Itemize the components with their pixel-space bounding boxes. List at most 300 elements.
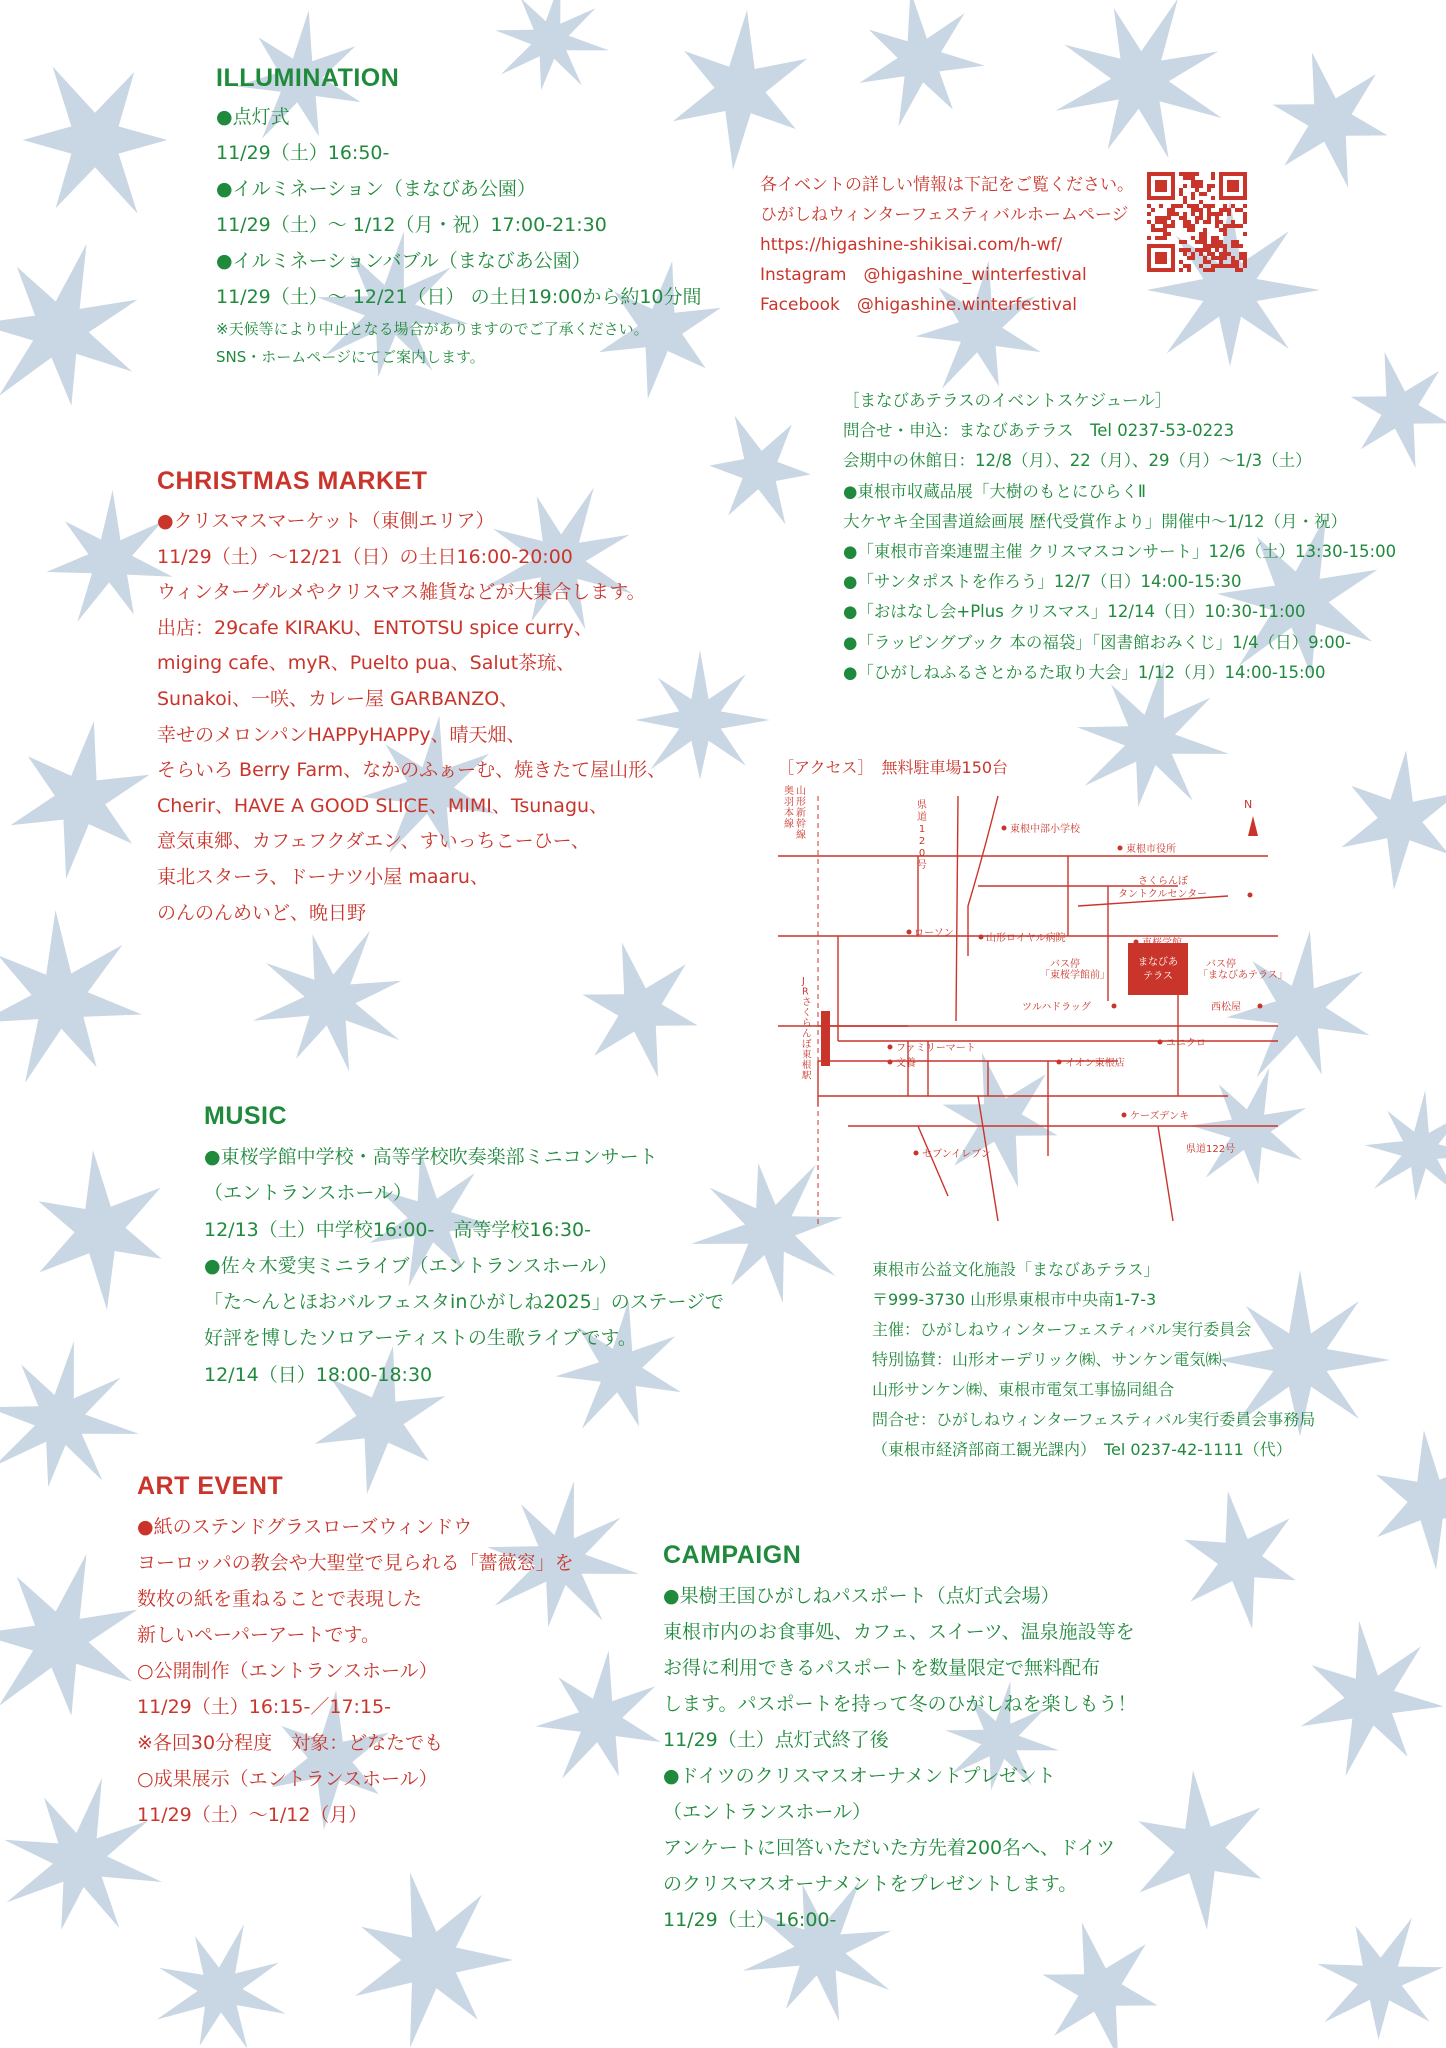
qr-module [1207,252,1211,256]
music-line: （エントランスホール） [204,1182,413,1205]
qr-module [1219,220,1223,224]
map-label: 「東桜学館前」 [1040,970,1110,981]
star-shape [583,942,698,1077]
qr-module [1203,204,1207,208]
qr-module [1203,260,1207,264]
qr-module [1163,232,1167,236]
illumination-line: ●イルミネーション（まなびあ公園） [216,178,536,200]
map-label: 駅 [802,1070,812,1082]
christmas-market-heading: CHRISTMAS MARKET [157,467,428,495]
illumination-line: 11/29（土）16:50- [216,142,390,164]
qr-module [1243,204,1247,208]
campaign-line: 11/29（土）点灯式終了後 [663,1729,889,1751]
qr-module [1223,248,1227,252]
qr-module [1203,268,1207,272]
qr-module [1199,248,1203,252]
qr-module [1215,248,1219,252]
qr-module [1223,232,1227,236]
music-line: ●東桜学館中学校・高等学校吹奏楽部ミニコンサート [204,1146,658,1168]
map-poi-marker [907,930,912,935]
music-line: 12/14（日）18:00-18:30 [204,1363,433,1386]
qr-code [1147,172,1247,272]
qr-module [1163,216,1167,220]
star-shape [355,1872,513,2047]
art-event-section [137,1472,574,1833]
qr-module [1207,212,1211,216]
market-line: 11/29（土）～12/21（日）の土日16:00-20:00 [157,545,573,568]
qr-module [1179,248,1183,252]
map-label: 根 [802,1060,812,1071]
map-label: 県 [917,800,927,811]
qr-module [1147,236,1151,240]
campaign-heading: CAMPAIGN [663,1541,802,1569]
map-label: 県道122号 [1186,1144,1236,1155]
map-label: バス停 [1050,959,1080,970]
qr-module [1231,220,1235,224]
north-label: N [1244,798,1253,811]
illumination-line: 11/29（土）～ 12/21（日） の土日19:00から約10分間 [216,286,702,308]
schedule-line: 大ケヤキ全国書道絵画展 歴代受賞作より」開催中～1/12（月・祝） [843,511,1347,531]
qr-module [1215,256,1219,260]
qr-module [1239,244,1243,248]
qr-module [1227,180,1239,192]
info-line: 各イベントの詳しい情報は下記をご覧ください。 [760,175,1134,195]
manabia-label: テラス [1143,971,1173,982]
qr-module [1195,248,1199,252]
facility-line: 特別協賛：山形オーデリック㈱、サンケン電気㈱、 [872,1350,1238,1369]
qr-module [1219,256,1223,260]
map-label: 幹 [796,819,806,830]
qr-module [1219,228,1223,232]
qr-module [1203,244,1207,248]
star-shape [157,1924,286,2048]
qr-module [1155,252,1167,264]
qr-module [1211,236,1215,240]
map-poi-marker [1118,846,1123,851]
market-line: 出店：29cafe KIRAKU、ENTOTSU spice curry、 [157,616,593,639]
qr-module [1195,220,1199,224]
qr-module [1211,240,1215,244]
qr-module [1179,268,1183,272]
qr-module [1191,196,1195,200]
qr-module [1155,216,1159,220]
schedule-line: 会期中の休館日：12/8（月）、22（月）、29（月）～1/3（土） [843,451,1312,471]
qr-module [1195,204,1199,208]
info-facebook: Facebook @higashine.winterfestival [760,295,1077,315]
qr-module [1167,232,1171,236]
campaign-line: （エントランスホール） [663,1801,872,1823]
qr-module [1215,240,1219,244]
qr-module [1163,228,1167,232]
qr-module [1215,264,1219,268]
qr-module [1195,184,1199,188]
map-label: 0 [918,848,926,859]
qr-module [1207,204,1211,208]
schedule-line: ●「サンタポストを作ろう」12/7（日）14:00-15:30 [843,572,1242,592]
qr-module [1179,240,1183,244]
market-line: 東北スターラ、ドーナツ小屋 maaru、 [157,865,489,888]
qr-module [1183,184,1187,188]
qr-module [1167,212,1171,216]
map-label: 山形ロイヤル病院 [986,933,1066,944]
qr-module [1215,244,1219,248]
map-poi-marker [1248,893,1253,898]
map-label: ユニクロ [1166,1038,1206,1049]
qr-module [1199,180,1203,184]
art-line: 数枚の紙を重ねることで表現した [137,1588,423,1610]
star-shape [709,416,811,525]
qr-module [1187,176,1191,180]
star-shape [46,490,172,622]
map-label: 道 [917,812,927,823]
qr-module [1215,216,1219,220]
music-heading: MUSIC [204,1102,288,1130]
market-line: 意気東郷、カフェフクダエン、すいっちこーひー、 [157,830,590,853]
qr-module [1219,244,1223,248]
qr-module [1223,204,1227,208]
schedule-line: ●「おはなし会+Plus クリスマス」12/14（日）10:30-11:00 [843,602,1306,622]
qr-module [1183,224,1187,228]
market-line: ●クリスマスマーケット（東側エリア） [157,510,495,532]
qr-module [1191,204,1195,208]
qr-module [1155,220,1159,224]
qr-module [1187,248,1191,252]
qr-module [1227,208,1231,212]
qr-module [1183,200,1187,204]
map-labels [784,784,1288,1160]
qr-module [1219,260,1223,264]
map-poi-marker [1002,826,1007,831]
qr-module [1187,256,1191,260]
map-poi-marker [888,1060,893,1065]
qr-module [1223,208,1227,212]
qr-module [1207,188,1211,192]
qr-module [1235,268,1239,272]
north-arrow-icon [1248,816,1258,836]
qr-module [1235,224,1239,228]
schedule-line: 問合せ・申込：まなびあテラス Tel 0237-53-0223 [843,421,1235,441]
qr-module [1203,256,1207,260]
campaign-line: お得に利用できるパスポートを数量限定で無料配布 [663,1657,1101,1679]
map-label: ら [802,1018,812,1029]
facility-line: （東根市経済部商工観光課内） Tel 0237-42-1111（代） [872,1440,1292,1459]
art-line: 新しいペーパーアートです。 [137,1624,381,1646]
map-label: 線 [796,830,806,841]
qr-module [1231,240,1235,244]
qr-module [1171,224,1175,228]
star-shape [0,1341,139,1487]
qr-module [1207,216,1211,220]
star-shape [0,1554,138,1716]
qr-module [1203,240,1207,244]
qr-module [1211,244,1215,248]
qr-module [1211,264,1215,268]
qr-module [1219,240,1223,244]
qr-module [1191,180,1195,184]
star-shape [1055,0,1221,158]
qr-module [1163,224,1167,228]
illumination-heading: ILLUMINATION [216,64,400,92]
art-line: ○公開制作（エントランスホール） [137,1660,438,1682]
qr-module [1171,208,1175,212]
qr-module [1235,244,1239,248]
qr-module [1187,264,1191,268]
campaign-line: 11/29（土）16:00- [663,1909,837,1931]
qr-module [1199,240,1203,244]
art-line: ○成果展示（エントランスホール） [137,1768,438,1790]
qr-module [1159,204,1163,208]
campaign-line: アンケートに回答いただいた方先着200名へ、ドイツ [663,1837,1116,1859]
map-label: セブンイレブン [922,1149,991,1160]
campaign-line: 東根市内のお食事処、カフェ、スイーツ、温泉施設等を [663,1621,1135,1643]
manabia-building [1128,943,1188,995]
map-label: ぼ [802,1039,812,1050]
star-shape [1376,1430,1446,1569]
qr-module [1243,256,1247,260]
qr-module [1191,184,1195,188]
qr-module [1231,256,1235,260]
qr-module [1183,172,1187,176]
qr-module [1171,204,1175,208]
manabia-label: まなびあ [1138,957,1178,968]
qr-module [1211,268,1215,272]
qr-module [1179,192,1183,196]
qr-module [1203,236,1207,240]
qr-module [1159,228,1163,232]
star-shape [1184,1491,1296,1629]
qr-module [1191,224,1195,228]
qr-module [1183,252,1187,256]
music-line: 「た～んとほおバルフェスタinひがしね2025」のステージで [204,1291,724,1314]
qr-module [1187,204,1191,208]
christmas-market-section [157,467,666,931]
illumination-line: ●イルミネーションバブル（まなびあ公園） [216,250,591,272]
map-poi-marker [914,1151,919,1156]
qr-module [1203,232,1207,236]
qr-module [1187,220,1191,224]
campaign-line: のクリスマスオーナメントをプレゼントします。 [663,1873,1078,1895]
map-label: 東桜学館 [1142,938,1182,949]
qr-module [1159,220,1163,224]
map-label: 山 [796,786,806,797]
qr-module [1163,236,1167,240]
star-shape [1043,1922,1158,2048]
map-label: 羽 [784,797,794,808]
qr-module [1223,264,1227,268]
qr-module [1243,212,1247,216]
map-label: J [802,976,805,987]
map-label: 東根中部小学校 [1010,824,1080,835]
qr-module [1199,208,1203,212]
map-label: 新 [796,808,806,819]
qr-module [1211,184,1215,188]
qr-module [1155,236,1159,240]
campaign-line: ●果樹王国ひがしねパスポート（点灯式会場） [663,1585,1060,1607]
qr-module [1239,268,1243,272]
qr-module [1243,216,1247,220]
map-label: さくらんぼ [1138,876,1188,887]
qr-module [1167,216,1171,220]
facility-line: 問合せ：ひがしねウィンターフェスティバル実行委員会事務局 [872,1410,1316,1429]
map-label: イオン東根店 [1065,1058,1125,1069]
qr-module [1179,172,1183,176]
qr-module [1243,232,1247,236]
map-label: ツルハドラッグ [1022,1002,1091,1013]
qr-module [1203,248,1207,252]
qr-module [1215,236,1219,240]
qr-module [1223,224,1227,228]
illumination-section [216,64,702,371]
qr-module [1223,256,1227,260]
market-line: 幸せのメロンパンHAPPyHAPPy、晴天畑、 [157,723,526,746]
map-label: ん [802,1028,812,1040]
map-label: 東根市役所 [1126,844,1176,855]
qr-module [1195,180,1199,184]
illumination-note: SNS・ホームページにてご案内します。 [216,348,485,366]
qr-module [1151,228,1155,232]
music-section [204,1102,724,1393]
star-shape [11,721,150,879]
qr-module [1211,172,1215,176]
qr-module [1207,220,1211,224]
music-line: 好評を博したソロアーティストの生歌ライブです。 [204,1327,637,1350]
info-instagram: Instagram @higashine_winterfestival [760,265,1087,285]
qr-module [1243,220,1247,224]
qr-module [1231,204,1235,208]
qr-module [1183,176,1187,180]
qr-module [1227,224,1231,228]
map-label: ケーズデンキ [1130,1111,1190,1122]
art-event-heading: ART EVENT [137,1472,284,1500]
qr-module [1155,228,1159,232]
star-shape [1273,52,1388,187]
qr-module [1203,220,1207,224]
qr-module [1243,264,1247,268]
qr-module [1175,204,1179,208]
market-line: miging cafe、myR、Puelto pua、Salut茶琉、 [157,652,576,675]
qr-module [1159,236,1163,240]
map-label: ローソン [914,928,954,939]
qr-module [1179,260,1183,264]
map-label: バス停 [1206,959,1236,970]
campaign-section [663,1541,1136,1938]
map-label: タントクルセンター [1118,889,1208,900]
qr-module [1235,240,1239,244]
map-poi-marker [1057,1060,1062,1065]
qr-module [1183,196,1187,200]
market-line: Cherir、HAVE A GOOD SLICE、MIMI、Tsunagu、 [157,794,609,817]
qr-module [1195,240,1199,244]
qr-module [1191,252,1195,256]
illumination-line: 11/29（土）～ 1/12（月・祝）17:00-21:30 [216,214,607,236]
qr-module [1175,212,1179,216]
market-line: ウィンターグルメやクリスマス雑貨などが大集合します。 [157,581,646,604]
schedule-line: ●「ラッピングブック 本の福袋」「図書館おみくじ」1/4（日）9:00- [843,632,1352,652]
art-line: ヨーロッパの教会や大聖堂で見られる「薔薇窓」を [137,1552,574,1574]
qr-module [1191,176,1195,180]
map-label: さ [802,997,812,1008]
art-line: ●紙のステンドグラスローズウィンドウ [137,1516,473,1538]
schedule-line: ［まなびあテラスのイベントスケジュール］ [843,391,1172,410]
qr-module [1195,208,1199,212]
map-label: 1 [918,824,926,835]
qr-module [1191,192,1195,196]
qr-module [1195,216,1199,220]
qr-module [1159,216,1163,220]
qr-module [1231,244,1235,248]
map-poi-marker [979,935,984,940]
illumination-line: ●点灯式 [216,106,290,128]
schedule-line: ●「東根市音楽連盟主催 クリスマスコンサート」12/6（土）13:30-15:00 [843,542,1397,562]
star-shape [1365,1090,1446,1201]
star-shape [38,1150,161,1309]
access-map [778,756,1288,1221]
qr-module [1215,212,1219,216]
qr-module [1239,256,1243,260]
facility-line: 〒999-3730 山形県東根市中央南1-7-3 [872,1290,1157,1309]
map-label: 西松屋 [1211,1002,1241,1013]
art-line: ※各回30分程度 対象：どなたでも [137,1732,444,1754]
qr-module [1223,228,1227,232]
qr-module [1223,252,1227,256]
qr-module [1219,212,1223,216]
map-poi-marker [1258,1004,1263,1009]
facility-line: 山形サンケン㈱、東根市電気工事協同組合 [872,1380,1175,1399]
star-shape [1301,1621,1444,1776]
qr-module [1215,220,1219,224]
market-line: のんのんめいど、晩日野 [157,901,367,924]
qr-module [1199,252,1203,256]
qr-module [1211,256,1215,260]
qr-module [1171,212,1175,216]
qr-module [1207,208,1211,212]
qr-module [1215,224,1219,228]
qr-module [1199,236,1203,240]
qr-module [1183,248,1187,252]
qr-module [1243,252,1247,256]
qr-module [1223,244,1227,248]
map-poi-marker [888,1045,893,1050]
info-block [760,170,1134,320]
info-line: ひがしねウィンターフェスティバルホームページ [760,205,1129,225]
map-label: ファミリーマート [896,1043,976,1054]
schedule-line: ●「ひがしねふるさとかるた取り大会」1/12（月）14:00-15:00 [843,662,1326,682]
qr-module [1183,240,1187,244]
qr-module [1219,264,1223,268]
qr-module [1191,228,1195,232]
music-line: 12/13（土）中学校16:00- 高等学校16:30- [204,1218,591,1241]
qr-module [1207,184,1211,188]
star-shape [0,244,138,406]
qr-module [1147,212,1151,216]
qr-module [1155,180,1167,192]
star-shape [0,910,142,1083]
qr-module [1183,264,1187,268]
facility-block [872,1255,1315,1465]
qr-module [1239,208,1243,212]
map-poi-marker [1134,940,1139,945]
map-label: R [802,986,809,998]
access-heading: ［アクセス］ 無料駐車場150台 [778,758,1009,777]
qr-module [1151,224,1155,228]
station-marker [821,1011,830,1066]
qr-module [1207,268,1211,272]
qr-module [1231,264,1235,268]
qr-module [1151,208,1155,212]
qr-module [1163,220,1167,224]
qr-module [1235,260,1239,264]
qr-module [1179,188,1183,192]
